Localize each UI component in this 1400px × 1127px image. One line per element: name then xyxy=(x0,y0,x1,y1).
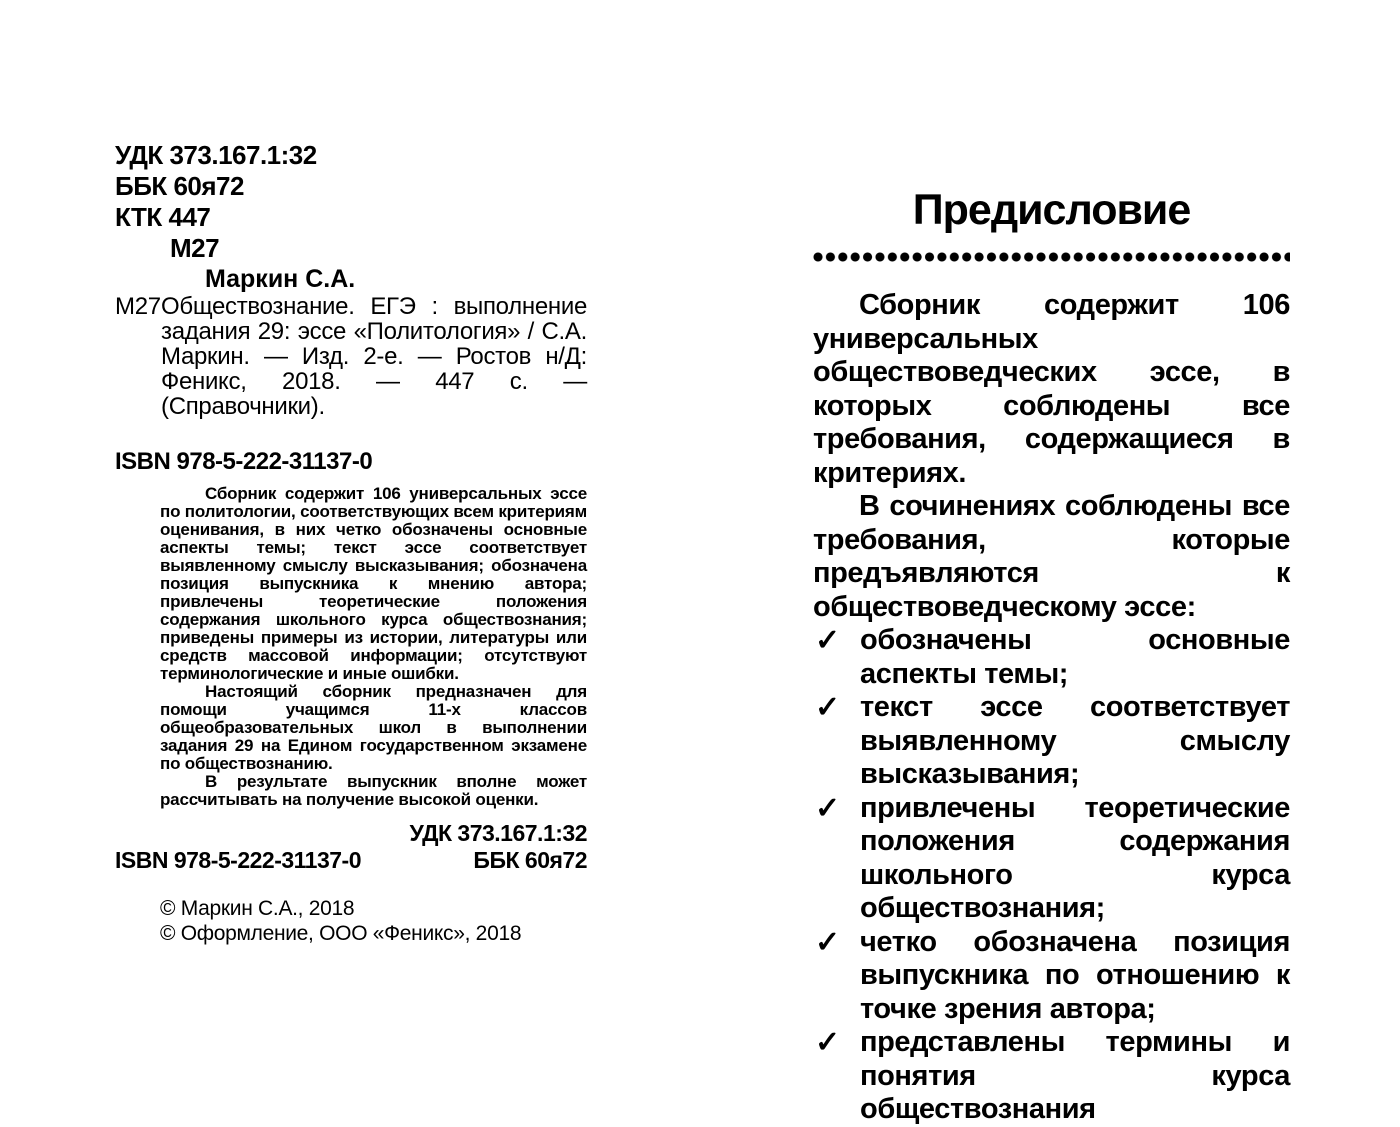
isbn-bbk-row xyxy=(115,847,587,873)
bib-entry-text: Обществознание. ЕГЭ : выполнение задания 29: эссе «Политология» / С.А. Маркин. — Изд. 2-е. — Ростов н/Д: Феникс, 2018. — 447 с. — (Справочники). xyxy=(161,293,587,420)
checklist-item-text: текст эссе соответствует выявленному смыслу высказывания; xyxy=(860,691,1290,790)
bib-entry-label: М27 xyxy=(115,293,161,320)
checklist-item xyxy=(813,624,1290,691)
page-title: Предисловие xyxy=(912,186,1191,234)
author-sign-code: М27 xyxy=(170,233,220,263)
checklist-item xyxy=(813,926,1290,1027)
preface-body xyxy=(813,289,1290,1127)
copyright-author: © Маркин С.А., 2018 xyxy=(160,897,355,920)
preface-paragraph-2: В сочинениях соблюдены все требования, которые предъявляются к обществоведческому эссе: xyxy=(813,490,1290,623)
checklist-item-text: представлены термины и понятия курса обществознания xyxy=(860,1026,1290,1125)
udk-code-top: УДК 373.167.1:32 xyxy=(115,140,317,170)
dotted-divider xyxy=(813,252,1290,263)
copyright-publisher: © Оформление, ООО «Феникс», 2018 xyxy=(160,922,522,945)
preface-paragraph-1: Сборник содержит 106 универсальных обществоведческих эссе, в которых соблюдены все требования, содержащиеся в критериях. xyxy=(813,289,1290,489)
checklist-item-text: обозначены основные аспекты темы; xyxy=(860,624,1290,690)
isbn-bottom: ISBN 978-5-222-31137-0 xyxy=(115,847,361,873)
annotation-paragraph-3: В результате выпускник вполне может рассчитывать на получение высокой оценки. xyxy=(160,772,587,809)
bbk-code-bottom: ББК 60я72 xyxy=(473,847,587,873)
author-heading: Маркин С.А. xyxy=(205,265,356,293)
ktk-code: КТК 447 xyxy=(115,202,211,232)
annotation-paragraph-2: Настоящий сборник предназначен для помощи учащимся 11-х классов общеобразовательных школ в выполнении задания 29 на Едином государственном экзамене по обществознанию. xyxy=(160,682,587,773)
checkmark-icon: ✓ xyxy=(815,691,840,724)
requirements-checklist xyxy=(813,624,1290,1127)
checkmark-icon: ✓ xyxy=(815,791,840,825)
classification-codes xyxy=(115,140,587,233)
checkmark-icon: ✓ xyxy=(815,624,840,657)
checklist-item xyxy=(813,1026,1290,1127)
checklist-item-text: четко обозначена позиция выпускника по отношению к точке зрения автора; xyxy=(860,925,1290,1025)
annotation-block xyxy=(160,485,587,809)
bbk-code-top: ББК 60я72 xyxy=(115,171,244,201)
bibliographic-entry xyxy=(115,294,587,419)
annotation-paragraph-1: Сборник содержит 106 универсальных эссе по политологии, соответствующих всем критериям оценивания, в них четко обозначены основные аспекты темы; текст эссе соответствует выявленному смыслу высказывания; обозначена позиция выпускника к мнению автора; привлечены теоретические положения содержания школьного курса обществознания; приведены примеры из истории, литературы или средств массовой информации; отсутствуют терминологические и иные ошибки. xyxy=(160,484,588,683)
isbn-top: ISBN 978-5-222-31137-0 xyxy=(115,448,373,475)
imprint-page xyxy=(115,140,587,946)
preface-page xyxy=(813,186,1290,1127)
checklist-item-text: привлечены теоретические положения содержания школьного курса обществознания; xyxy=(860,791,1290,924)
checkmark-icon: ✓ xyxy=(815,1026,840,1059)
copyright-block xyxy=(160,896,587,946)
checklist-item xyxy=(813,792,1290,926)
udk-code-bottom: УДК 373.167.1:32 xyxy=(409,820,587,846)
checklist-item xyxy=(813,691,1290,792)
checkmark-icon: ✓ xyxy=(815,925,840,959)
